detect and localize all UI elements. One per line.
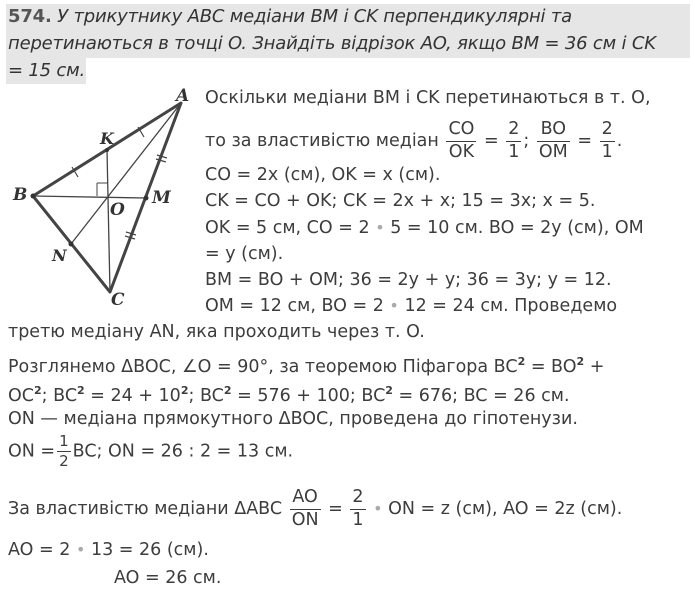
- solution-line-7: BM = BO + OM; 36 = 2y + y; 36 = 3y; y = 12.: [205, 270, 612, 290]
- triangle-figure: [0, 80, 200, 310]
- fraction-co-ok: $\frac{CO}{OK}$: [448, 119, 475, 162]
- problem-line-1: [8, 4, 572, 30]
- median-an: [71, 103, 181, 244]
- label-c: C: [111, 290, 125, 310]
- median-bm: [33, 196, 146, 198]
- point-k: [105, 148, 109, 152]
- fraction-2-1-c: $\frac{2}{1}$: [352, 487, 364, 530]
- solution-line-12: ON — медіана прямокутного ΔBOC, проведена до гіпотенузи.: [8, 409, 578, 429]
- label-o: O: [110, 200, 125, 220]
- solution-line-6: = y (см).: [205, 244, 284, 264]
- solution-line-4: CK = CO + OK; CK = 2x + x; 15 = 3x; x = 5.: [205, 191, 596, 211]
- fraction-1-2: $\frac{1}{2}$: [59, 432, 69, 470]
- solution-line-9: третю медіану AN, яка проходить через т. O.: [8, 322, 425, 342]
- solution-line-15: AO = 2 • 13 = 26 (см).: [8, 540, 209, 560]
- solution-line-5: OK = 5 см, CO = 2 • 5 = 10 см. BO = 2y (см), OM: [205, 218, 644, 238]
- solution-line-10: Розглянемо ΔBOC, ∠O = 90°, за теоремою Піфагора $BC^2 = BO^2$ +: [8, 355, 605, 377]
- solution-line-11: $OC^2$; $BC^2 = 24 + 10^2$; $BC^2 = 576 + 100$; $BC^2 = 676$; BC = 26 см.: [8, 384, 570, 406]
- problem-line-2: перетинаються в точці O. Знайдіть відрізок AO, якщо BM = 36 см і CK: [8, 33, 656, 54]
- solution-line-14: За властивістю медіани ΔABC $\frac{AO}{ON}$ = $\frac{2}{1}$ • ON = z (см), AO = 2z (см).: [8, 487, 623, 530]
- point-m: [144, 196, 149, 201]
- fraction-2-1-b: $\frac{2}{1}$: [601, 119, 613, 162]
- problem-number: 574.: [8, 6, 52, 27]
- label-b: B: [13, 185, 28, 205]
- problem-text-1: У трикутнику ABC медіани BM і CK перпендикулярні та: [57, 6, 572, 27]
- median-ck: [107, 150, 110, 292]
- median-property-text: то за властивістю медіан: [205, 131, 439, 151]
- fraction-ao-on: $\frac{AO}{ON}$: [291, 487, 319, 530]
- solution-line-13: ON = $\frac{1}{2}$ BC; ON = 26 : 2 = 13 см.: [8, 432, 294, 470]
- label-a: A: [176, 86, 190, 106]
- solution-line-3: CO = 2x (см), OK = x (см).: [205, 165, 441, 185]
- point-n: [69, 242, 74, 247]
- solution-line-16: AO = 26 см.: [114, 568, 222, 588]
- point-b: [31, 194, 36, 199]
- solution-line-8: OM = 12 см, BO = 2 • 12 = 24 см. Проведемо: [205, 296, 618, 316]
- label-k: K: [100, 129, 114, 148]
- label-n: N: [52, 246, 67, 265]
- solution-line-2: то за властивістю медіан $\frac{CO}{OK}$ = $\frac{2}{1}$ ; $\frac{BO}{OM}$ = $\frac{2}{1}$ .: [205, 119, 623, 162]
- fraction-2-1-a: $\frac{2}{1}$: [508, 119, 520, 162]
- fraction-bo-om: $\frac{BO}{OM}$: [538, 119, 568, 162]
- problem-line-3: = 15 см.: [8, 60, 86, 81]
- solution-line-1: Оскільки медіани BM і CK перетинаються в т. O,: [205, 88, 651, 108]
- label-m: M: [152, 188, 171, 208]
